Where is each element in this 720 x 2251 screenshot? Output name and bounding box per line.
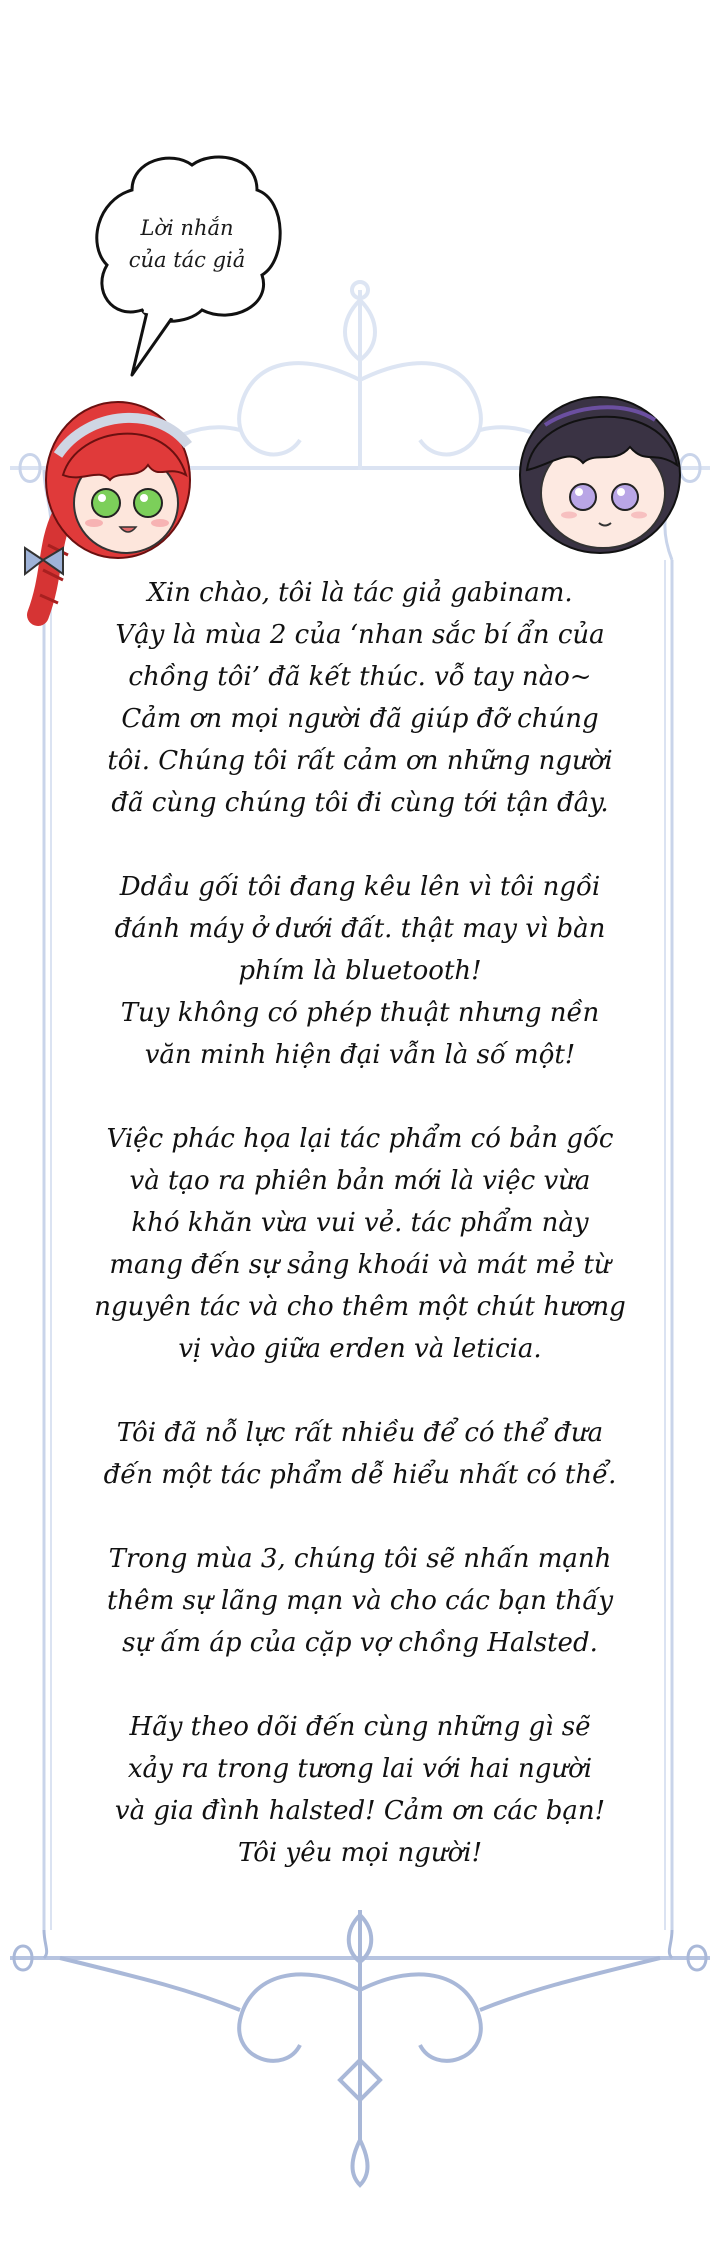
paragraph-greeting: Xin chào, tôi là tác giả gabinam. Vậy là mùa 2 của ‘nhan sắc bí ẩn của chồng tôi’ đã kết thúc. vỗ tay nào~ Cảm ơn mọi người đã giúp đỡ chúng tôi. Chúng tôi rất cảm ơn những người đã cùng chúng tôi đi cùng tới tận đây.	[107, 578, 613, 818]
paragraph-adaptation: Việc phác họa lại tác phẩm có bản gốc và tạo ra phiên bản mới là việc vừa khó khăn vừa vui vẻ. tác phẩm này mang đến sự sảng khoái và mát mẻ từ nguyên tác và cho thêm một chút hương vị vào giữa erden và leticia.	[94, 1124, 626, 1364]
paragraph-season3: Trong mùa 3, chúng tôi sẽ nhấn mạnh thêm sự lãng mạn và cho các bạn thấy sự ấm áp của cặp vợ chồng Halsted.	[106, 1544, 614, 1658]
paragraph-closing: Hãy theo dõi đến cùng những gì sẽ xảy ra trong tương lai với hai người và gia đình halsted! Cảm ơn các bạn! Tôi yêu mọi người!	[114, 1712, 606, 1868]
paragraph-effort: Tôi đã nỗ lực rất nhiều để có thể đưa đến một tác phẩm dễ hiểu nhất có thể.	[103, 1418, 617, 1490]
author-message	[90, 572, 630, 1916]
bubble-text: Lời nhắn của tác giả	[128, 216, 246, 272]
dark-hair-man-avatar	[505, 385, 695, 560]
paragraph-bluetooth: Ddầu gối tôi đang kêu lên vì tôi ngồi đánh máy ở dưới đất. thật may vì bàn phím là bluetooth! Tuy không có phép thuật nhưng nền văn minh hiện đại vẫn là số một!	[114, 872, 606, 1070]
speech-bubble	[92, 150, 282, 320]
